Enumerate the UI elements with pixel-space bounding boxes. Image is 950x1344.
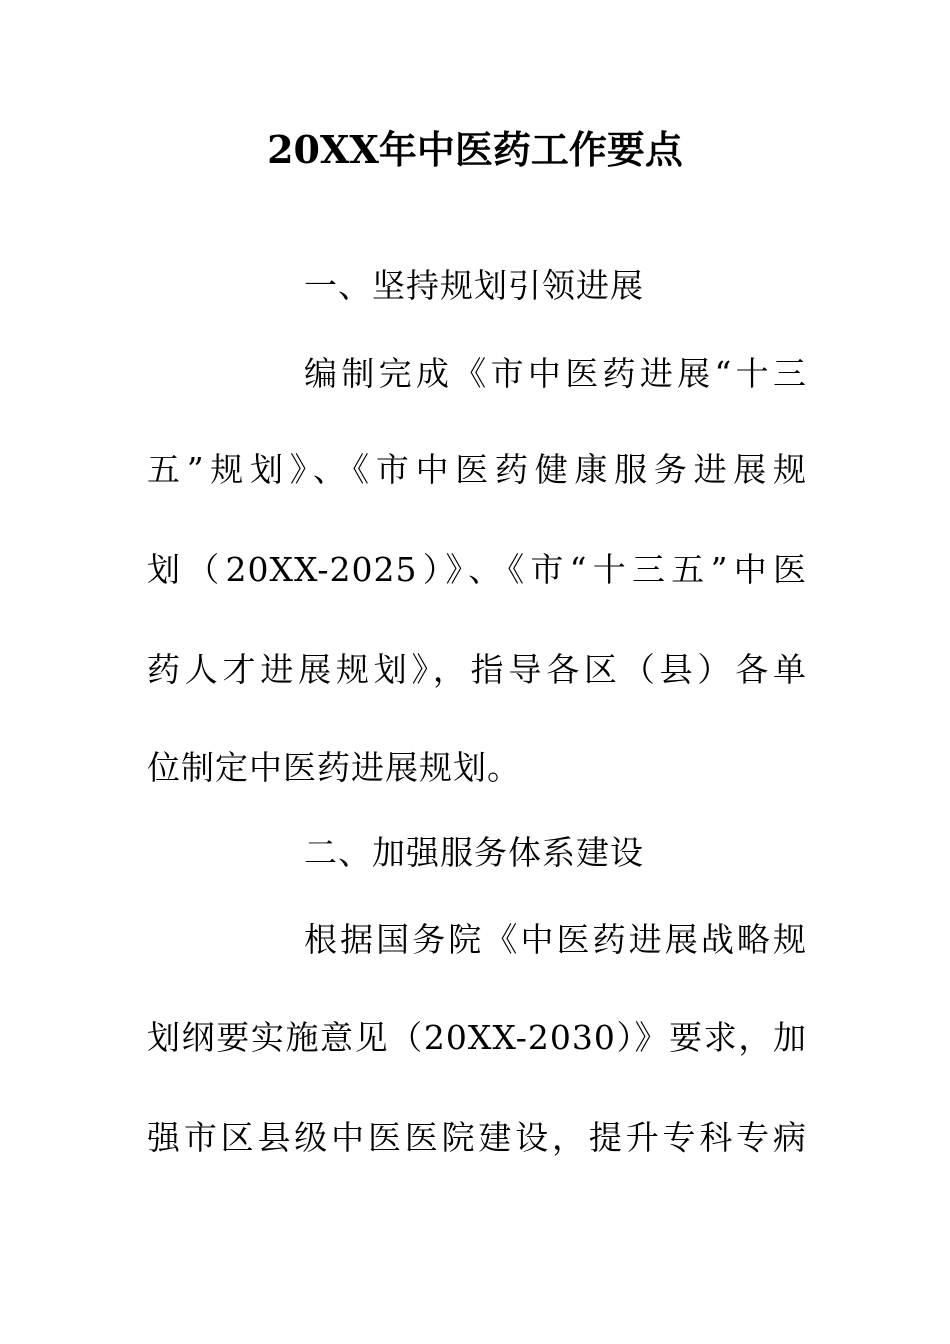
paragraph-line: 位制定中医药进展规划。 xyxy=(147,748,521,787)
paragraph-line: 根据国务院《中医药进展战略规 xyxy=(304,920,807,959)
paragraph-line: 五”规划》、《市中医药健康服务进展规 xyxy=(147,450,807,489)
section-heading: 一、坚持规划引领进展 xyxy=(304,266,644,305)
paragraph-line: 划纲要实施意见（20XX-2030）》要求，加 xyxy=(147,1018,807,1057)
paragraph-line: 编制完成《市中医药进展“十三 xyxy=(304,354,807,393)
document-title: 20XX年中医药工作要点 xyxy=(267,127,683,172)
section-heading: 二、加强服务体系建设 xyxy=(304,833,644,872)
paragraph-line: 药人才进展规划》，指导各区（县）各单 xyxy=(147,650,807,689)
paragraph-line: 强市区县级中医医院建设，提升专科专病 xyxy=(147,1118,807,1157)
paragraph-line: 划（20XX-2025）》、《市“十三五”中医 xyxy=(147,550,807,589)
